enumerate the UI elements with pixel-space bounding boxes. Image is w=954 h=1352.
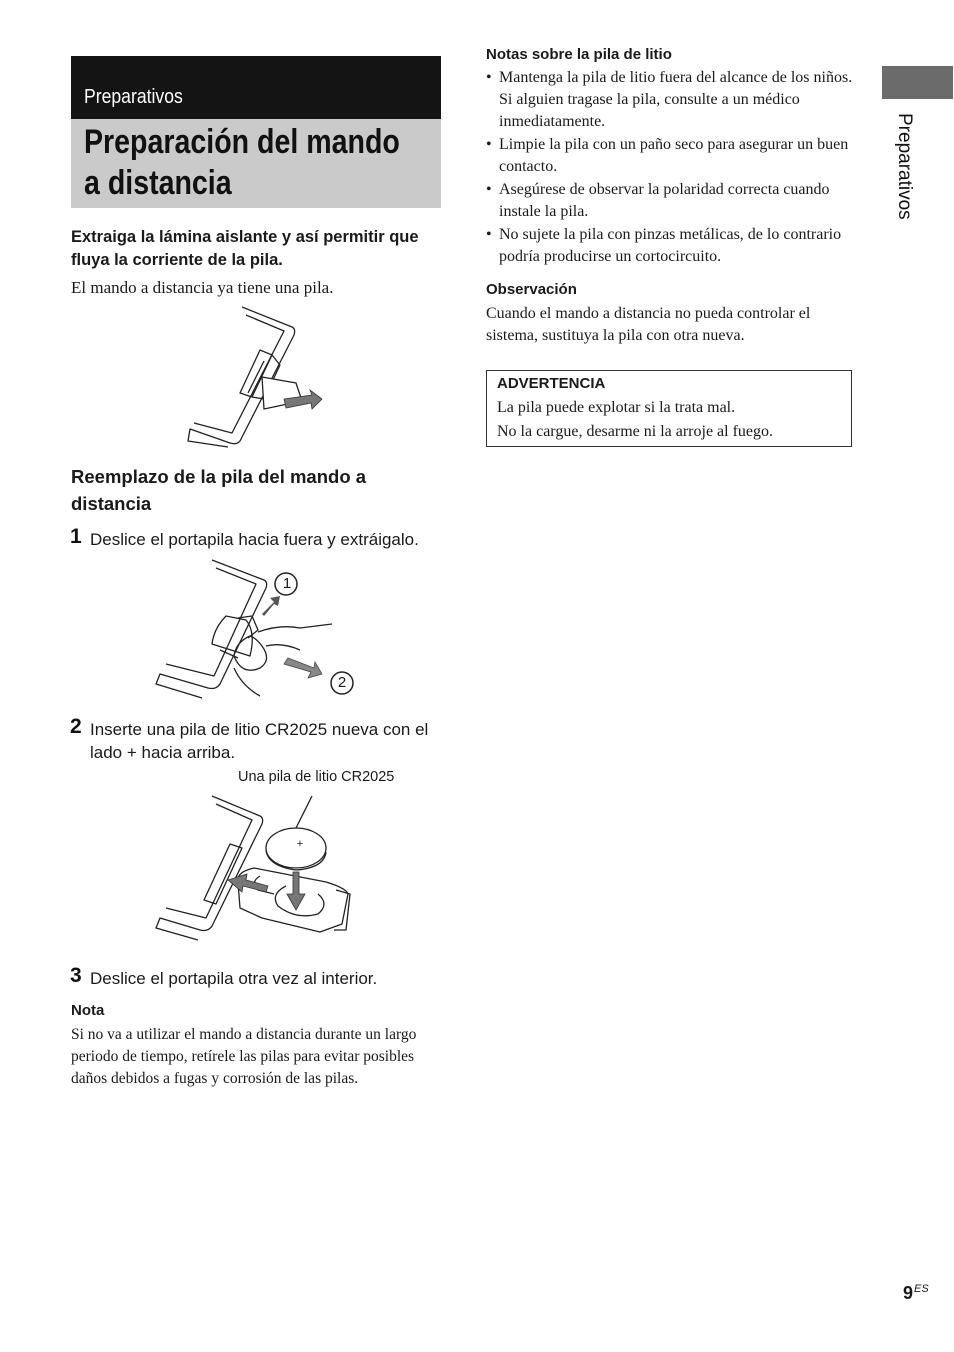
list-item: • Limpie la pila con un paño seco para asegurar un buen contacto. (486, 134, 858, 178)
battery-label: Una pila de litio CR2025 (238, 769, 395, 785)
warning-line-2: No la cargue, desarme ni la arroje al fuego. (497, 423, 774, 440)
replace-heading: Reemplazo de la pila del mando a distancia (71, 466, 367, 514)
page-number-suffix: ES (914, 1283, 929, 1295)
callout-2: 2 (337, 674, 347, 691)
side-tab-label: Preparativos (894, 113, 915, 220)
intro-heading: Extraiga la lámina aislante y así permitir que fluya la corriente de la pila. (71, 228, 419, 269)
insert-battery-illustration (150, 790, 360, 950)
nota-text: Si no va a utilizar el mando a distancia durante un largo periodo de tiempo, retírele las pilas para evitar posibles daños debidos a fugas y corrosión de las pilas. (71, 1026, 417, 1087)
lithium-notes-heading: Notas sobre la pila de litio (486, 46, 672, 63)
remove-holder-illustration (150, 558, 360, 703)
section-label: Preparativos (84, 86, 183, 108)
insulation-sheet-illustration (180, 305, 330, 450)
side-tab-marker (882, 66, 953, 99)
step-1-text: Deslice el portapila hacia fuera y extráigalo. (90, 530, 419, 549)
page-number-value: 9 (903, 1283, 914, 1303)
list-item: • Asegúrese de observar la polaridad correcta cuando instale la pila. (486, 179, 858, 223)
lithium-notes-list (486, 67, 858, 269)
page-number (903, 1283, 929, 1304)
observacion-text: Cuando el mando a distancia no pueda controlar el sistema, sustituya la pila con otra nueva. (486, 305, 811, 344)
step-2-number: 2 (70, 715, 82, 738)
observacion-heading: Observación (486, 281, 577, 298)
step-2-text: Inserte una pila de litio CR2025 nueva con el lado + hacia arriba. (90, 720, 429, 762)
step-3-number: 3 (70, 964, 82, 987)
warning-line-1: La pila puede explotar si la trata mal. (497, 399, 736, 416)
callout-1: 1 (282, 575, 292, 592)
intro-text: El mando a distancia ya tiene una pila. (71, 278, 334, 297)
step-1-number: 1 (70, 525, 82, 548)
list-item: • Mantenga la pila de litio fuera del alcance de los niños. Si alguien tragase la pila, consulte a un médico inmediatamente. (486, 67, 858, 133)
battery-polarity-mark: + (296, 838, 304, 850)
step-3-text: Deslice el portapila otra vez al interior. (90, 969, 378, 988)
warning-heading: ADVERTENCIA (497, 375, 606, 392)
list-item: • No sujete la pila con pinzas metálicas, de lo contrario podría producirse un cortocircuito. (486, 224, 858, 268)
nota-heading: Nota (71, 1002, 105, 1019)
page-title: Preparación del mando a distancia (84, 123, 400, 202)
